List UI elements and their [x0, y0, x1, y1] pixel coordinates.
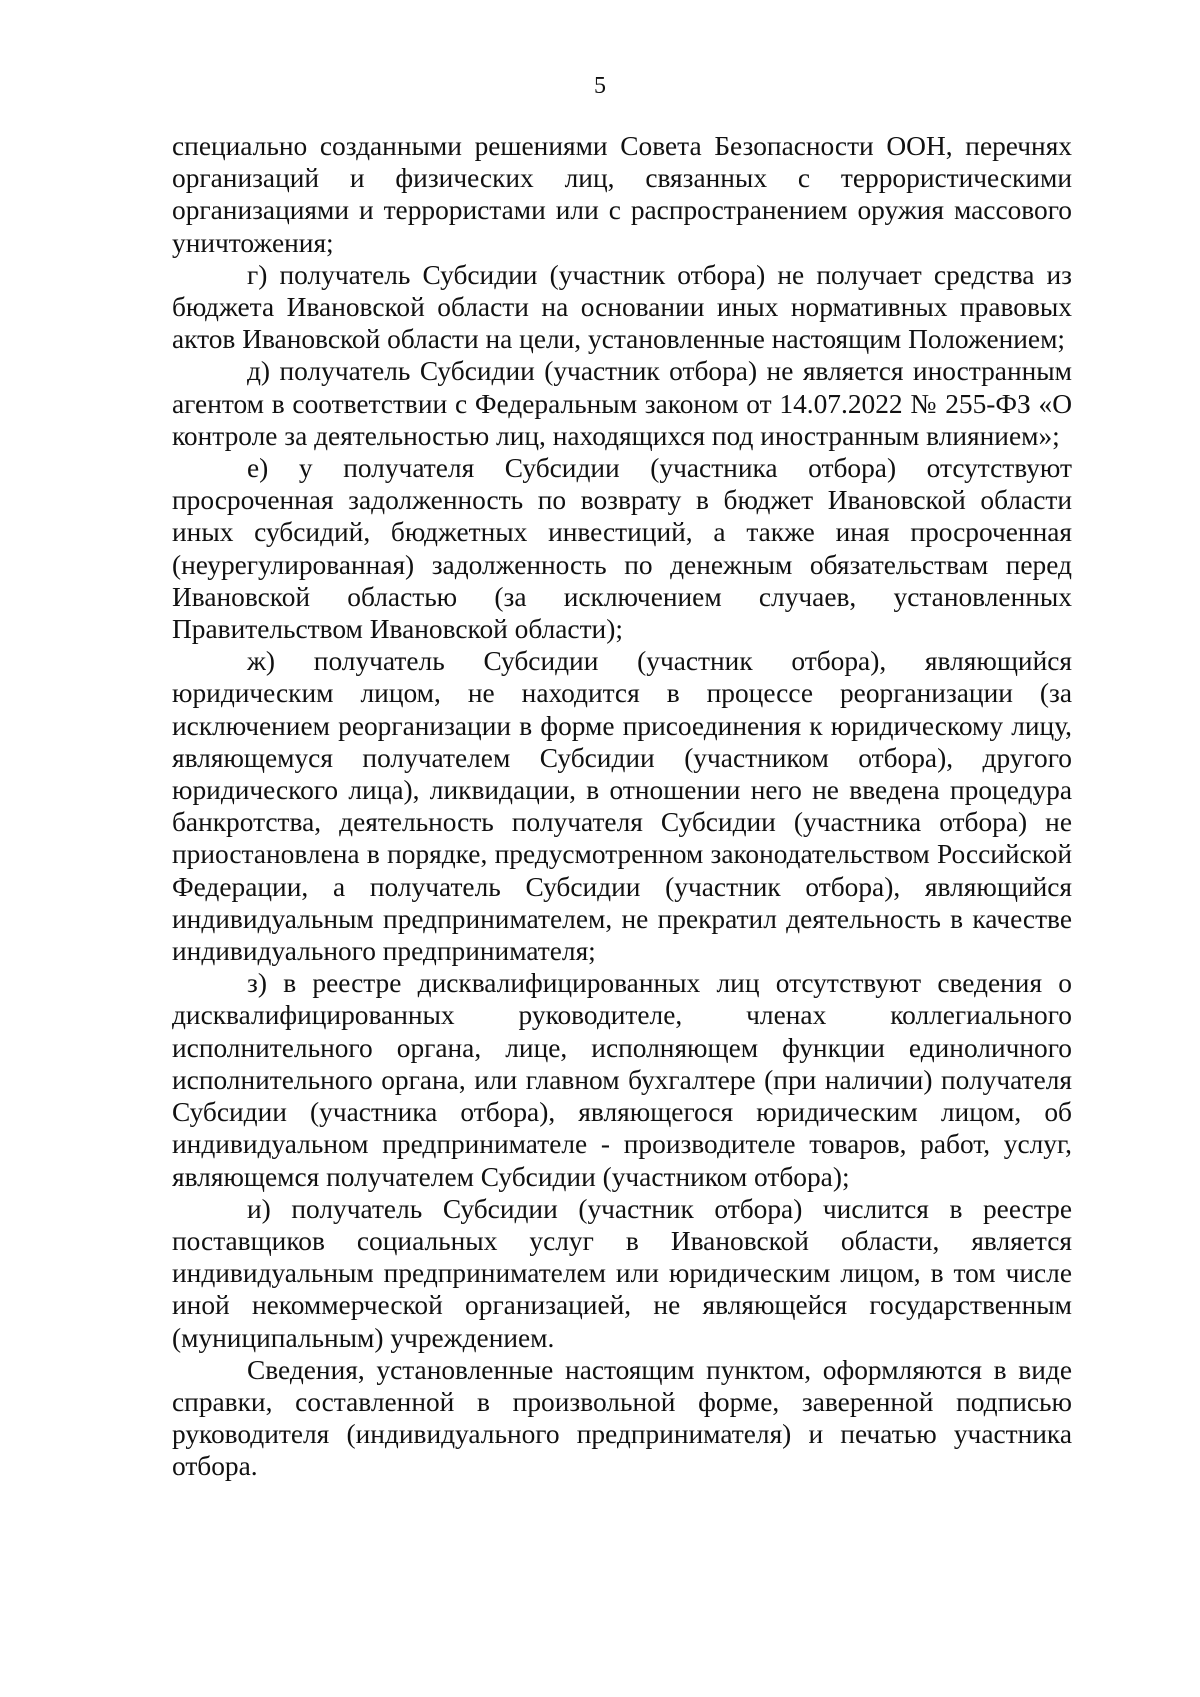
page-number: 5	[594, 73, 606, 99]
document-body	[172, 130, 1072, 1483]
paragraph-item-g: г) получатель Субсидии (участник отбора) не получает средства из бюджета Ивановской области на основании иных нормативных правовых актов Ивановской области на цели, установленные настоящим Положением;	[172, 259, 1072, 355]
paragraph-item-z: з) в реестре дисквалифицированных лиц отсутствуют сведения о дисквалифицированных руководителе, членах коллегиального исполнительного органа, лице, исполняющем функции единоличного исполнительного органа, или главном бухгалтере (при наличии) получателя Субсидии (участника отбора), являющегося юридическим лицом, об индивидуальном предпринимателе - производителе товаров, работ, услуг, являющемся получателем Субсидии (участником отбора);	[172, 968, 1072, 1192]
paragraph-continuation: специально созданными решениями Совета Безопасности ООН, перечнях организаций и физических лиц, связанных с террористическими организациями и террористами или с распространением оружия массового уничтожения;	[172, 131, 1072, 258]
paragraph-item-e: е) у получателя Субсидии (участника отбора) отсутствуют просроченная задолженность по возврату в бюджет Ивановской области иных субсидий, бюджетных инвестиций, а также иная просроченная (неурегулированная) задолженность по денежным обязательствам перед Ивановской областью (за исключением случаев, установленных Правительством Ивановской области);	[172, 453, 1072, 645]
paragraph-closing: Сведения, установленные настоящим пунктом, оформляются в виде справки, составленной в произвольной форме, заверенной подписью руководителя (индивидуального предпринимателя) и печатью участника отбора.	[172, 1354, 1072, 1482]
paragraph-item-d: д) получатель Субсидии (участник отбора) не является иностранным агентом в соответствии с Федеральным законом от 14.07.2022 № 255-ФЗ «О контроле за деятельностью лиц, находящихся под иностранным влиянием»;	[172, 356, 1072, 451]
paragraph-item-zh: ж) получатель Субсидии (участник отбора), являющийся юридическим лицом, не находится в процессе реорганизации (за исключением реорганизации в форме присоединения к юридическому лицу, являющемуся получателем Субсидии (участником отбора), другого юридического лица), ликвидации, в отношении него не введена процедура банкротства, деятельность получателя Субсидии (участника отбора) не приостановлена в порядке, предусмотренном законодательством Российской Федерации, а получатель Субсидии (участник отбора), являющийся индивидуальным предпринимателем, не прекратил деятельность в качестве индивидуального предпринимателя;	[172, 646, 1072, 967]
paragraph-item-i: и) получатель Субсидии (участник отбора) числится в реестре поставщиков социальных услуг в Ивановской области, является индивидуальным предпринимателем или юридическим лицом, в том числе иной некоммерческой организацией, не являющейся государственным (муниципальным) учреждением.	[172, 1193, 1072, 1353]
